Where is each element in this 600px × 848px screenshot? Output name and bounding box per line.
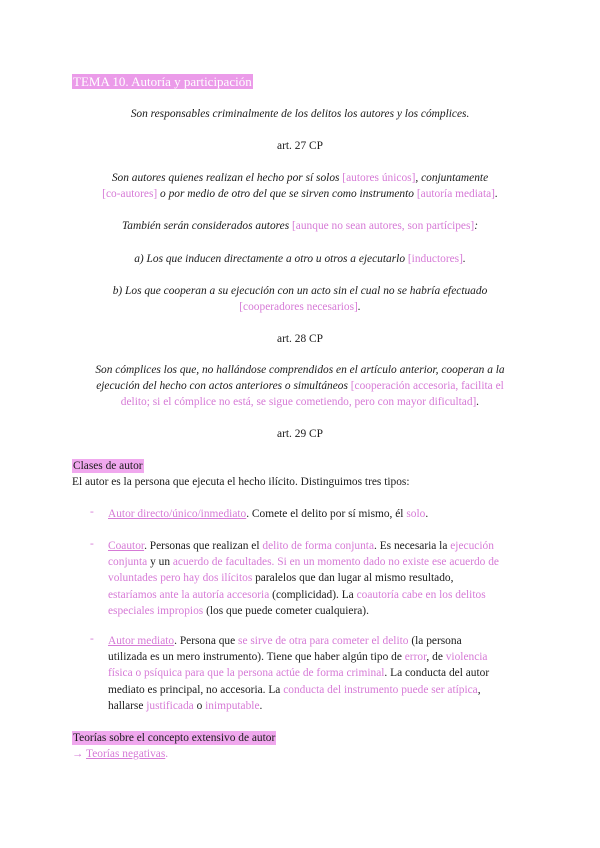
paragraph-considerados (72, 218, 528, 234)
item3-l1c: (la persona (408, 635, 462, 647)
coautor-link[interactable]: Coautor (108, 540, 145, 552)
page-title: TEMA 10. Autoría y participación (73, 74, 252, 89)
teorias-negativas-link[interactable]: Teorías negativas (86, 748, 166, 760)
item2-l2b: y un (147, 556, 173, 569)
item2-l1c: . Es necesaria la (374, 540, 451, 552)
item2-l5b: (los que puede cometer cualquiera). (203, 604, 369, 617)
item2-l4a: estaríamos ante la autoría accesoria (108, 588, 270, 601)
item3-l5a: hallarse (108, 699, 147, 712)
paragraph-complices (72, 362, 528, 410)
clases-intro: El autor es la persona que ejecuta el hecho ilícito. Distinguimos tres tipos: (72, 476, 410, 488)
autor-mediato-link[interactable]: Autor mediato (108, 635, 175, 647)
p3-text-1: a) Los que inducen directamente a otro u otros a ejecutarlo (134, 253, 408, 265)
item2-l2a: conjunta (108, 556, 148, 569)
item2-l2d: . Si en un momento dado no existe ese acuerdo de (271, 556, 499, 569)
p4-note-cooperadores: [cooperadores necesarios] (239, 301, 358, 313)
teorias-end: . (165, 748, 169, 760)
paragraph-autores (72, 170, 528, 202)
p5-line-2a: ejecución del hecho con actos anteriores o simultáneos (96, 380, 351, 392)
intro-text: Son responsables criminalmente de los delitos los autores y los cómplices. (130, 108, 470, 120)
item2-l4c: coautoría cabe en los delitos (356, 588, 486, 601)
p1-text-3: o por medio de otro del que se sirven como instrumento (157, 188, 417, 200)
p5-note-line-3: delito; si el cómplice no está, se sigue cometiendo, pero con mayor dificultad] (120, 396, 477, 408)
p4-text-2: . (357, 301, 361, 313)
item2-l1a: . Personas que realizan el (144, 540, 263, 552)
article-27-label: art. 27 CP (277, 140, 323, 152)
p1-text-1: Son autores quienes realizan el hecho por sí solos (111, 172, 343, 184)
p2-note-participes: [aunque no sean autores, son partícipes] (292, 220, 475, 232)
paragraph-cooperadores (72, 283, 528, 315)
p2-text-1: También serán considerados autores (121, 220, 293, 232)
p5-note-line-2: [cooperación accesoria, facilita el (350, 380, 504, 392)
p3-text-2: . (462, 253, 466, 265)
list-item-autor-directo (108, 506, 528, 522)
p3-note-inductores: [inductores] (407, 253, 463, 265)
item2-l4b: (complicidad). La (269, 588, 357, 601)
item3-l3b: . La conducta del autor (384, 667, 490, 680)
item1-solo: solo (406, 508, 426, 520)
item1-text-1: . Comete el delito por sí mismo, él (246, 508, 407, 520)
p5-line-1: Son cómplices los que, no hallándose comprendidos en el artículo anterior, cooperan a la (95, 364, 505, 376)
p4-text-1: b) Los que cooperan a su ejecución con un acto sin el cual no se habría efectuado (112, 285, 488, 297)
teorias-line (72, 746, 528, 762)
item3-l2d: violencia (445, 651, 488, 664)
item3-l5b: justificada (146, 699, 194, 712)
item2-l3a: voluntades pero hay dos ilícitos (108, 572, 253, 585)
item3-l2c: , de (426, 651, 446, 664)
item3-l1a: . Persona que (174, 635, 239, 647)
heading-teorias: Teorías sobre el concepto extensivo de autor (73, 732, 276, 744)
item3-l2a: utilizada es un mero instrumento). Tiene que haber algún tipo de (108, 651, 405, 664)
item3-l4c: , (477, 683, 481, 696)
item3-l3a: física o psíquica para que la persona actúe de forma criminal (108, 667, 385, 680)
bullet-dash: - (90, 506, 94, 518)
article-29-label: art. 29 CP (277, 428, 323, 440)
item2-l3b: paralelos que dan lugar al mismo resultado, (252, 572, 454, 585)
bullet-dash: - (90, 633, 94, 645)
item2-l5a: especiales impropios (108, 604, 204, 617)
item2-l1b: delito de forma conjunta (262, 540, 375, 552)
bullet-dash: - (90, 538, 94, 550)
article-28-label: art. 28 CP (277, 333, 323, 345)
item1-text-2: . (425, 508, 429, 520)
p1-text-4: . (494, 188, 498, 200)
item3-l5e: . (259, 699, 263, 712)
item3-l4b: conducta del instrumento puede ser atípica (283, 683, 478, 696)
item3-l5c: o (193, 699, 206, 712)
p2-text-2: : (474, 220, 479, 232)
list-item-autor-mediato (108, 633, 528, 714)
list-item-coautor (108, 538, 528, 619)
p1-text-2: , conjuntamente (415, 172, 489, 184)
item3-l2b: error (404, 651, 427, 664)
p1-note-autores-unicos: [autores únicos] (342, 172, 416, 184)
item2-l1d: ejecución (450, 540, 494, 552)
item2-l2c: acuerdo de facultades (172, 556, 272, 569)
p5-line-3-end: . (476, 396, 480, 408)
item3-l4a: mediato es principal, no accesoria. La (108, 683, 284, 696)
arrow-icon: → (72, 748, 87, 760)
heading-clases-de-autor: Clases de autor (73, 460, 143, 472)
paragraph-inductores (72, 251, 528, 267)
p1-note-coautores: [co-autores] (102, 188, 158, 200)
p1-note-autoria-mediata: [autoría mediata] (416, 188, 495, 200)
item3-l1b: se sirve de otra para cometer el delito (238, 635, 409, 647)
autor-directo-link[interactable]: Autor directo/único/inmediato (108, 508, 247, 520)
item3-l5d: inimputable (205, 699, 260, 712)
